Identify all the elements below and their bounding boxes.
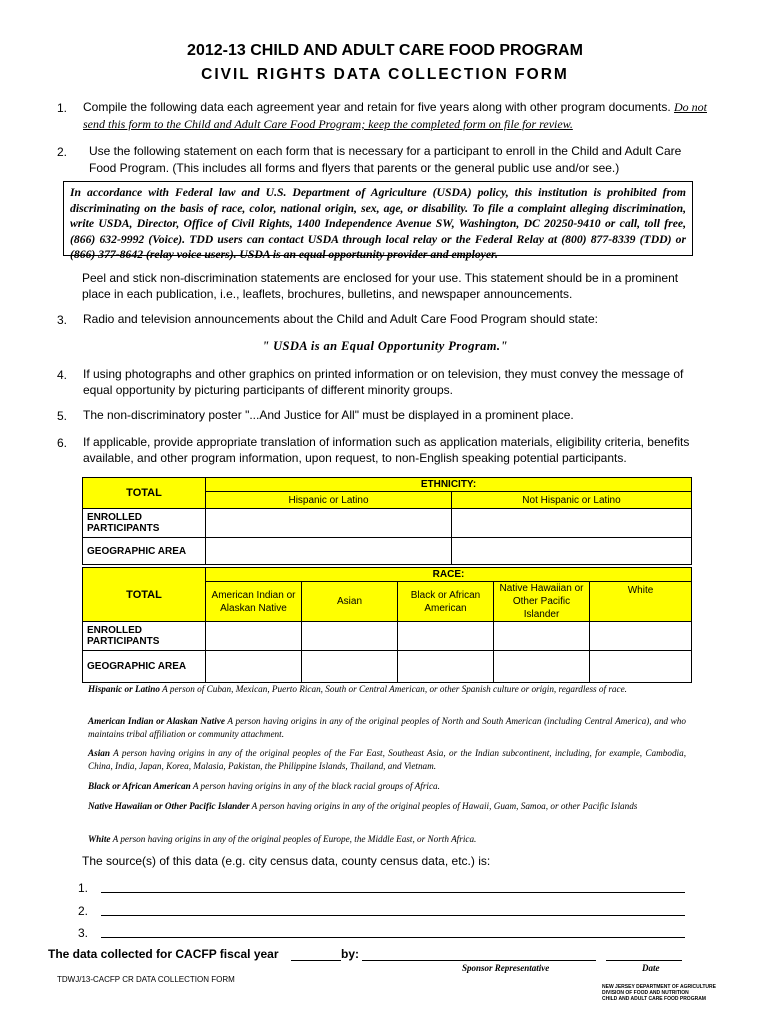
form-subtitle: CIVIL RIGHTS DATA COLLECTION FORM bbox=[201, 66, 569, 83]
item-1-italic: Do not send this form to the Child and Adult Care Food Program; keep the completed form on file for review. bbox=[83, 100, 707, 131]
item-5-number: 5. bbox=[57, 409, 68, 423]
race-enrolled-white-cell[interactable] bbox=[590, 622, 692, 651]
item-4-line-a: If using photographs and other graphics on printed information or on television, they must convey the message of bbox=[83, 367, 684, 381]
item-4-number: 4. bbox=[57, 368, 68, 382]
peel-line-a: Peel and stick non-discrimination statements are enclosed for your use. This statement should be in a prominent bbox=[82, 271, 679, 285]
ethnicity-header: ETHNICITY: bbox=[206, 478, 692, 492]
ethnicity-total-header: TOTAL bbox=[83, 478, 206, 509]
ethnicity-geographic-hispanic-cell[interactable] bbox=[206, 538, 452, 565]
item-5-text: The non-discriminatory poster "...And Justice for All" must be displayed in a prominent place. bbox=[83, 408, 574, 422]
sources-prompt: The source(s) of this data (e.g. city census data, county census data, etc.) is: bbox=[82, 854, 491, 868]
item-1-number: 1. bbox=[57, 101, 68, 115]
ethnicity-enrolled-hispanic-cell[interactable] bbox=[206, 509, 452, 538]
item-4-line-b: equal opportunity by picturing participants of different minority groups. bbox=[83, 383, 453, 397]
source-3-number: 3. bbox=[78, 926, 89, 940]
race-geographic-asian-cell[interactable] bbox=[302, 651, 398, 683]
race-header: RACE: bbox=[206, 568, 692, 582]
date-line[interactable] bbox=[606, 960, 682, 961]
race-enrolled-native-hawaiian-cell[interactable] bbox=[494, 622, 590, 651]
sponsor-representative-label: Sponsor Representative bbox=[462, 963, 550, 973]
item-6-number: 6. bbox=[57, 436, 68, 450]
white-header: White bbox=[590, 582, 692, 622]
fiscal-year-input-line[interactable] bbox=[291, 960, 341, 961]
ethnicity-enrolled-label: ENROLLED PARTICIPANTS bbox=[83, 509, 206, 538]
definition-text: A person having origins in any of the original peoples of the Far East, Southeast Asia, or the Indian subcontinent, including, for example, Cambodia, China, India, Japan, Korea, Malasia, Pakistan, the Philippine Islands, Thailand, and Vietnam. bbox=[88, 748, 686, 771]
source-2-number: 2. bbox=[78, 904, 89, 918]
source-3-line[interactable] bbox=[101, 937, 685, 938]
ethnicity-enrolled-not-hispanic-cell[interactable] bbox=[452, 509, 692, 538]
definition-text: A person having origins in any of the original peoples of Europe, the Middle East, or North Africa. bbox=[110, 834, 477, 844]
agency-line-1: NEW JERSEY DEPARTMENT OF AGRICULTURE bbox=[602, 984, 716, 990]
race-total-header: TOTAL bbox=[83, 568, 206, 622]
race-enrolled-asian-cell[interactable] bbox=[302, 622, 398, 651]
race-geographic-american-indian-cell[interactable] bbox=[206, 651, 302, 683]
definition-term: White bbox=[88, 834, 111, 844]
item-2-line-b: Food Program. (This includes all forms and flyers that parents or the general public use and/or see.) bbox=[89, 161, 620, 175]
agency-block bbox=[602, 984, 716, 1002]
nondiscrimination-statement: In accordance with Federal law and U.S. Department of Agriculture (USDA) policy, this institution is prohibited from discriminating on the basis of race, color, national origin, sex, age, or disability. To file a complaint alleging discrimination, write USDA, Director, Office of Civil Rights, 1400 Independence Avenue SW, Washington, DC 20250-9410 or call, toll free, (866) 632-9992 (Voice). TDD users can contact USDA through local relay or the Federal Relay at (800) 877-8339 (TDD) or (866) 377-8642 (relay voice users). USDA is an equal opportunity provider and employer. bbox=[63, 181, 693, 256]
agency-line-3: CHILD AND ADULT CARE FOOD PROGRAM bbox=[602, 996, 706, 1002]
source-2-line[interactable] bbox=[101, 915, 685, 916]
source-1-number: 1. bbox=[78, 881, 89, 895]
peel-line-b: place in each publication, i.e., leaflets, brochures, bulletins, and newspaper announcements. bbox=[82, 287, 573, 301]
ethnicity-geographic-label: GEOGRAPHIC AREA bbox=[83, 538, 206, 565]
form-title: 2012-13 CHILD AND ADULT CARE FOOD PROGRAM bbox=[187, 42, 583, 59]
definition-text: A person having origins in any of the original peoples of North and South American (including Central America), and who maintains tribal affiliation or community attachment. bbox=[88, 716, 686, 739]
race-geographic-native-hawaiian-cell[interactable] bbox=[494, 651, 590, 683]
definition-black bbox=[88, 780, 686, 793]
equal-opportunity-quote: " USDA is an Equal Opportunity Program." bbox=[262, 339, 508, 353]
race-enrolled-label: ENROLLED PARTICIPANTS bbox=[83, 622, 206, 651]
item-6-line-b: available, and other program information, upon request, to non-English speaking potential participants. bbox=[83, 451, 627, 465]
asian-header: Asian bbox=[302, 582, 398, 622]
definition-asian bbox=[88, 747, 686, 773]
definition-term: Native Hawaiian or Other Pacific Islander bbox=[88, 801, 250, 811]
race-table bbox=[82, 567, 692, 683]
form-code: TDWJ/13-CACFP CR DATA COLLECTION FORM bbox=[57, 975, 235, 984]
definition-text: A person of Cuban, Mexican, Puerto Rican, South or Central American, or other Spanish culture or origin, regardless of race. bbox=[159, 684, 627, 694]
race-geographic-white-cell[interactable] bbox=[590, 651, 692, 683]
source-1-line[interactable] bbox=[101, 892, 685, 893]
race-enrolled-black-cell[interactable] bbox=[398, 622, 494, 651]
definition-american-indian bbox=[88, 715, 686, 741]
definition-term: Hispanic or Latino bbox=[88, 684, 160, 694]
ethnicity-table bbox=[82, 477, 692, 565]
sponsor-signature-line[interactable] bbox=[362, 960, 596, 961]
american-indian-header: American Indian or Alaskan Native bbox=[206, 582, 302, 622]
item-1-main: Compile the following data each agreement year and retain for five years along with other program documents. bbox=[83, 100, 671, 114]
definition-term: American Indian or Alaskan Native bbox=[88, 716, 225, 726]
fiscal-by-label: by: bbox=[341, 947, 359, 961]
date-label: Date bbox=[642, 963, 660, 973]
hispanic-header: Hispanic or Latino bbox=[206, 492, 452, 509]
definition-text: A person having origins in any of the original peoples of Hawaii, Guam, Samoa, or other Pacific Islands bbox=[249, 801, 638, 811]
definition-hispanic bbox=[88, 683, 686, 696]
native-hawaiian-header: Native Hawaiian or Other Pacific Islander bbox=[494, 582, 590, 622]
definition-term: Asian bbox=[88, 748, 110, 758]
definition-white bbox=[88, 833, 686, 846]
black-header: Black or African American bbox=[398, 582, 494, 622]
item-2-number: 2. bbox=[57, 145, 68, 159]
race-geographic-black-cell[interactable] bbox=[398, 651, 494, 683]
ethnicity-geographic-not-hispanic-cell[interactable] bbox=[452, 538, 692, 565]
race-enrolled-american-indian-cell[interactable] bbox=[206, 622, 302, 651]
agency-line-2: DIVISION OF FOOD AND NUTRITION bbox=[602, 990, 689, 996]
not-hispanic-header: Not Hispanic or Latino bbox=[452, 492, 692, 509]
definition-text: A person having origins in any of the black racial groups of Africa. bbox=[190, 781, 440, 791]
item-2-line-a: Use the following statement on each form that is necessary for a participant to enroll in the Child and Adult Care bbox=[89, 144, 682, 158]
definition-term: Black or African American bbox=[88, 781, 191, 791]
item-1-text bbox=[83, 99, 723, 133]
definition-native-hawaiian bbox=[88, 800, 686, 813]
item-6-line-a: If applicable, provide appropriate translation of information such as application materials, eligibility criteria, benefits bbox=[83, 435, 690, 449]
race-geographic-label: GEOGRAPHIC AREA bbox=[83, 651, 206, 683]
item-3-text: Radio and television announcements about the Child and Adult Care Food Program should state: bbox=[83, 312, 598, 326]
fiscal-year-label: The data collected for CACFP fiscal year bbox=[48, 947, 279, 961]
item-3-number: 3. bbox=[57, 313, 68, 327]
